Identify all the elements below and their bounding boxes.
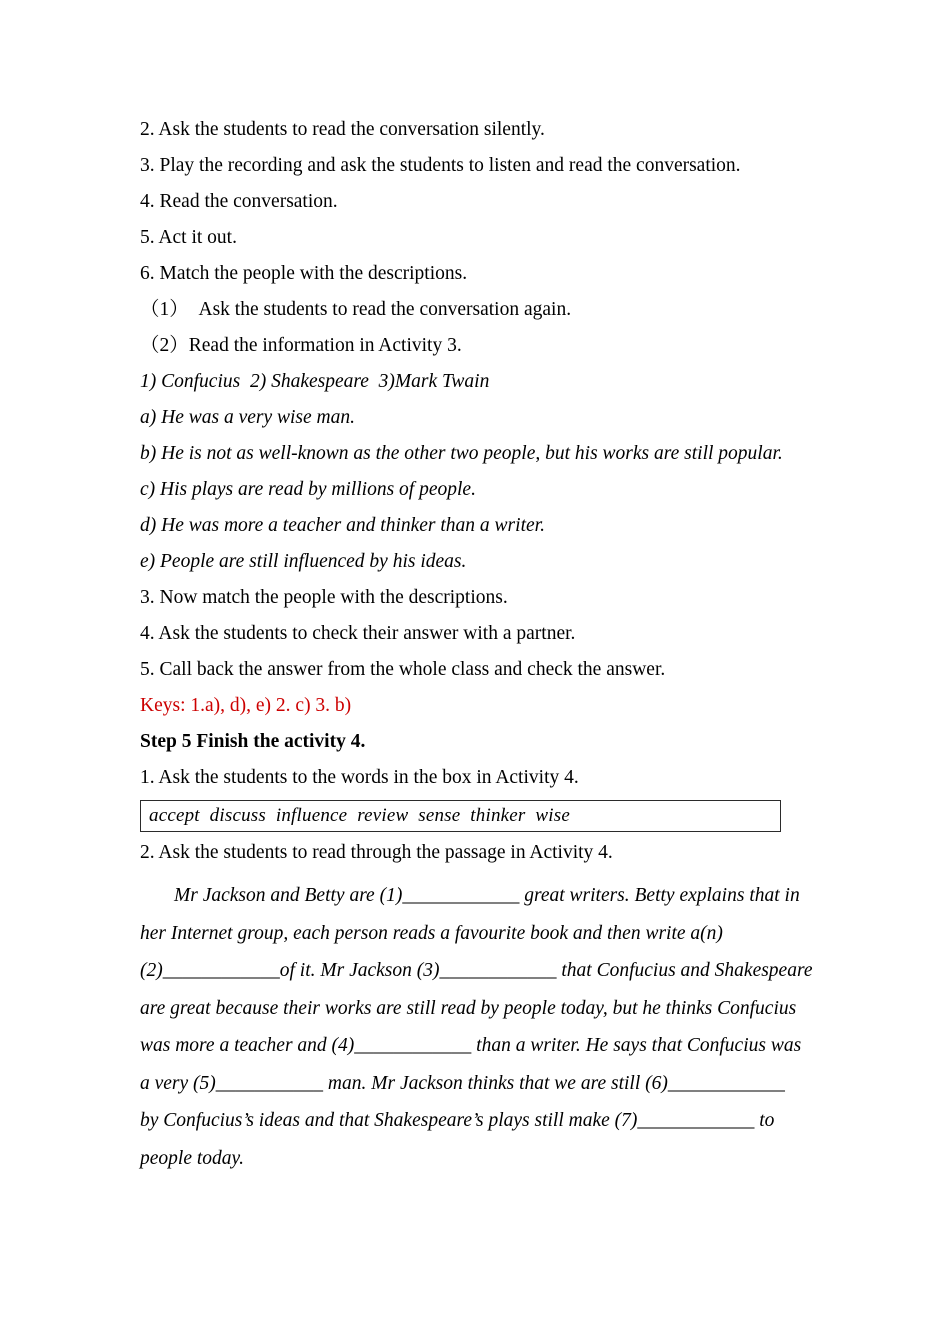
description-e: e) People are still influenced by his ideas. <box>140 551 467 572</box>
passage-line-1: Mr Jackson and Betty are (1)____________ great writers. Betty explains that in <box>174 885 800 906</box>
passage-line-5: was more a teacher and (4)____________ than a writer. He says that Confucius was <box>140 1035 802 1056</box>
passage-line-3: (2)____________of it. Mr Jackson (3)____________ that Confucius and Shakespeare <box>140 960 813 981</box>
description-b: b) He is not as well-known as the other two people, but his works are still popular. <box>140 443 783 464</box>
procedure-step-3b: 3. Now match the people with the descriptions. <box>140 587 508 608</box>
sub-item-2: （2）Read the information in Activity 3. <box>140 335 462 356</box>
answer-keys: Keys: 1.a), d), e) 2. c) 3. b) <box>140 695 352 716</box>
people-list: 1) Confucius 2) Shakespeare 3)Mark Twain <box>140 371 490 392</box>
procedure-step-4b: 4. Ask the students to check their answer with a partner. <box>140 623 576 644</box>
word-bank-box <box>140 800 781 832</box>
word-bank-words: accept discuss influence review sense thinker wise <box>149 805 570 826</box>
passage-line-7: by Confucius’s ideas and that Shakespeare’s plays still make (7)____________ to <box>140 1110 775 1131</box>
sub-item-1: （1） Ask the students to read the conversation again. <box>140 299 572 320</box>
procedure-step-5: 5. Act it out. <box>140 227 237 248</box>
passage-line-6: a very (5)___________ man. Mr Jackson thinks that we are still (6)____________ <box>140 1072 785 1094</box>
procedure-step-4: 4. Read the conversation. <box>140 191 338 212</box>
gap-fill-passage <box>140 877 830 1177</box>
procedure-step-2: 2. Ask the students to read the conversation silently. <box>140 119 545 140</box>
procedure-step-6: 6. Match the people with the descriptions. <box>140 263 468 284</box>
step-5-instruction-1: 1. Ask the students to the words in the box in Activity 4. <box>140 767 579 788</box>
step-5-instruction-2: 2. Ask the students to read through the passage in Activity 4. <box>140 842 613 863</box>
passage-line-2: her Internet group, each person reads a favourite book and then write a(n) <box>140 922 723 944</box>
document-body <box>140 112 812 1177</box>
passage-line-8: people today. <box>140 1147 244 1169</box>
description-a: a) He was a very wise man. <box>140 407 356 428</box>
description-d: d) He was more a teacher and thinker than a writer. <box>140 515 545 536</box>
procedure-step-5b: 5. Call back the answer from the whole class and check the answer. <box>140 659 666 680</box>
description-c: c) His plays are read by millions of people. <box>140 479 476 500</box>
procedure-step-3: 3. Play the recording and ask the students to listen and read the conversation. <box>140 155 741 176</box>
step-5-heading: Step 5 Finish the activity 4. <box>140 731 366 752</box>
passage-line-4: are great because their works are still read by people today, but he thinks Confucius <box>140 997 797 1019</box>
